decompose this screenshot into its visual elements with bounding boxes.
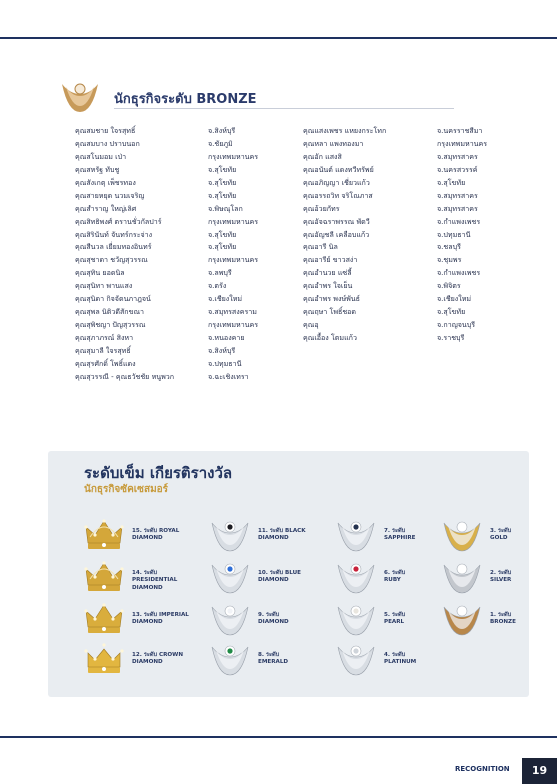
gold-pin-icon	[440, 517, 486, 555]
member-name: คุณอารีย์ ขาวสง่า	[303, 255, 358, 265]
member-province: กรุงเทพมหานคร	[208, 216, 259, 226]
member-province: จ.สมุทรสาคร	[437, 151, 478, 161]
section-header	[60, 80, 500, 114]
sapphire-pin-icon	[334, 517, 380, 555]
award-5	[334, 601, 446, 641]
member-name: คุณสุนิทา พานแสง	[75, 281, 133, 291]
member-name: คุณสมชาย ใจรสุทธิ์	[75, 126, 136, 135]
platinum-pin-icon	[334, 641, 380, 679]
member-name: คุณสโนมอม เป่า	[75, 151, 127, 161]
names-column-left	[75, 125, 174, 384]
imperial-crown-icon	[82, 601, 128, 639]
member-name: คุณสุรศักดิ์ โพธิ์แดง	[75, 358, 136, 368]
member-name: คุณสายหยุด นวมเจริญ	[75, 190, 145, 200]
member-province: กรุงเทพมหานคร	[208, 255, 259, 265]
member-name: คุณแสงเพชร แหยงกระโทก	[303, 126, 387, 135]
member-name: คุณอ้วยกัทร	[303, 203, 340, 213]
member-province: จ.สุโขทัย	[208, 164, 237, 174]
member-province: จ.ลพบุรี	[208, 268, 232, 278]
provinces-column-left	[208, 125, 258, 384]
member-name: คุณฤษา โพธิ์ชอด	[303, 307, 357, 317]
member-province: จ.สุโขทัย	[208, 177, 237, 187]
member-province: จ.พิจิตร	[437, 281, 461, 291]
panel-subtitle: นักธุรกิจซัคเซสมอร์	[84, 484, 169, 495]
award-label: 15. ระดับ ROYAL DIAMOND	[132, 528, 180, 542]
member-name: คุณสุทิน ยอดนิล	[75, 268, 125, 278]
member-province: จ.สิงห์บุรี	[208, 126, 236, 135]
names-column-right	[303, 125, 386, 345]
member-province: จ.กาญจนบุรี	[437, 320, 476, 330]
member-province: จ.กำแพงเพชร	[437, 268, 481, 278]
footer-label: RECOGNITION	[455, 765, 510, 773]
member-name: คุณอัก แสงสิ	[303, 151, 342, 161]
award-3	[440, 517, 529, 557]
member-province: จ.ฉะเชิงเทรา	[208, 371, 249, 381]
award-label: 14. ระดับ PRESIDENTIAL DIAMOND	[132, 570, 178, 591]
member-province: จ.ราชบุรี	[437, 333, 465, 342]
award-8	[208, 641, 320, 681]
member-name: คุณสุวรรณี - คุณธวัชชัย หนูพวก	[75, 371, 175, 381]
member-province: จ.พิษณุโลก	[208, 203, 243, 213]
award-1	[440, 601, 529, 641]
bronze-pin-icon	[440, 601, 486, 639]
member-province: กรุงเทพมหานคร	[437, 138, 488, 148]
award-label: 7. ระดับ SAPPHIRE	[384, 528, 416, 542]
member-province: จ.กำแพงเพชร	[437, 216, 481, 226]
member-province: จ.ตรัง	[208, 281, 227, 291]
member-name: คุณอนันต์ แดงทวีทรัพย์	[303, 164, 374, 174]
section-title: นักธุรกิจระดับ BRONZE	[114, 92, 257, 107]
award-10	[208, 559, 320, 599]
member-name: คุณสิรินันท์ จันทร์กระจ่าง	[75, 229, 153, 239]
footer-rule	[0, 736, 557, 738]
award-label: 11. ระดับ BLACK DIAMOND	[258, 528, 306, 542]
ruby-pin-icon	[334, 559, 380, 597]
member-province: จ.สมุทรสาคร	[437, 203, 478, 213]
award-label: 8. ระดับ EMERALD	[258, 652, 289, 666]
award-7	[334, 517, 446, 557]
member-name: คุณสำราญ ใหญ่เลิศ	[75, 203, 137, 213]
provinces-column-right	[437, 125, 487, 345]
member-name: คุณสุภาภรณ์ สิงหา	[75, 333, 134, 342]
member-name: คุณสุนิดา กิจจัดนภาฎจน์	[75, 294, 151, 304]
member-name: คุณอำพร พงษ์พันธ์	[303, 294, 360, 304]
bronze-pin-icon	[60, 80, 100, 114]
member-province: จ.ชัยภูมิ	[208, 138, 233, 148]
member-name: คุณอุ	[303, 320, 319, 330]
award-label: 13. ระดับ IMPERIAL DIAMOND	[132, 612, 189, 626]
member-name: คุณสุชาดา ชวัญสุวรรณ	[75, 255, 148, 265]
member-name: คุณอำพร ใจเย็น	[303, 281, 353, 291]
member-province: จ.ปทุมธานี	[208, 358, 242, 368]
member-province: จ.หนองคาย	[208, 333, 245, 342]
member-name: คุณอภิญญา เชี่ยวแก้ว	[303, 177, 370, 187]
page-number: 19	[522, 758, 557, 784]
award-12	[82, 641, 194, 681]
member-province: กรุงเทพมหานคร	[208, 151, 259, 161]
member-province: จ.สุโขทัย	[208, 190, 237, 200]
member-name: คุณสุมาลี ใจรสุทธิ์	[75, 345, 131, 355]
section-divider	[114, 108, 454, 109]
member-name: คุณสหรัฐ ทับชู	[75, 164, 120, 174]
diamond-pin-icon	[208, 601, 254, 639]
member-province: กรุงเทพมหานคร	[208, 320, 259, 330]
award-13	[82, 601, 194, 641]
member-name: คุณสังเกตุ เพ็ชรทอง	[75, 177, 136, 187]
member-province: จ.เชียงใหม่	[208, 294, 243, 304]
black-gem-pin-icon	[208, 517, 254, 555]
member-name: คุณสิทธิพงศ์ ตรานชั่วกัลปาร์	[75, 216, 162, 226]
member-name: คุณอัญชลี เคลือบแก้ว	[303, 229, 370, 239]
member-province: จ.สุโขทัย	[437, 307, 466, 317]
award-14	[82, 559, 194, 599]
member-province: จ.ปทุมธานี	[437, 229, 471, 239]
blue-gem-pin-icon	[208, 559, 254, 597]
member-province: จ.สิงห์บุรี	[208, 345, 236, 355]
member-name: คุณสุพิชญา ปัญสุวรรณ	[75, 320, 146, 330]
award-label: 1. ระดับ BRONZE	[490, 612, 516, 626]
panel-title: ระดับเข็ม เกียรติรางวัล	[84, 464, 233, 482]
member-name: คุณสมบาง ปราบนอก	[75, 138, 140, 148]
emerald-pin-icon	[208, 641, 254, 679]
award-label: 4. ระดับ PLATINUM	[384, 652, 417, 666]
member-province: จ.ชุมพร	[437, 255, 462, 265]
member-province: จ.นครราชสีมา	[437, 126, 483, 135]
award-6	[334, 559, 446, 599]
award-label: 9. ระดับ DIAMOND	[258, 612, 289, 626]
member-province: จ.สุโขทัย	[437, 177, 466, 187]
crown-icon	[82, 641, 128, 679]
member-name: คุณอัจฉราพรรณ พัดวี	[303, 216, 370, 226]
member-name: คุณสุพล นิติวดีสักขณา	[75, 307, 145, 317]
member-province: จ.สุโขทัย	[208, 229, 237, 239]
member-province: จ.ชลบุรี	[437, 242, 461, 252]
member-name: คุณอารี นิล	[303, 242, 338, 252]
silver-pin-icon	[440, 559, 486, 597]
award-15	[82, 517, 194, 557]
member-name: คุณหลา แพงทองมา	[303, 138, 364, 148]
award-label: 12. ระดับ CROWN DIAMOND	[132, 652, 184, 666]
award-label: 6. ระดับ RUBY	[384, 570, 406, 584]
member-name: คุณสีนวล เยี่ยมทองอินทร์	[75, 242, 152, 252]
member-province: จ.สมุทรสาคร	[437, 190, 478, 200]
award-2	[440, 559, 529, 599]
member-province: จ.สมุทรสงคราม	[208, 307, 257, 317]
member-province: จ.เชียงใหม่	[437, 294, 472, 304]
award-4	[334, 641, 446, 681]
top-rule	[0, 37, 557, 39]
award-label: 5. ระดับ PEARL	[384, 612, 406, 626]
member-province: จ.นครสวรรค์	[437, 164, 478, 174]
member-province: จ.สุโขทัย	[208, 242, 237, 252]
pearl-pin-icon	[334, 601, 380, 639]
recognition-panel	[48, 451, 529, 697]
award-label: 2. ระดับ SILVER	[490, 570, 512, 584]
member-name: คุณอรรถวิท จริโณภาส	[303, 190, 373, 200]
presidential-crown-icon	[82, 559, 128, 597]
award-11	[208, 517, 320, 557]
royal-crown-icon	[82, 517, 128, 555]
award-label: 3. ระดับ GOLD	[490, 528, 512, 542]
member-name: คุณอำนวย แซ่ลี้	[303, 268, 352, 278]
award-9	[208, 601, 320, 641]
member-name: คุณเอื้อง โตมแก้ว	[303, 333, 357, 342]
award-label: 10. ระดับ BLUE DIAMOND	[258, 570, 301, 584]
